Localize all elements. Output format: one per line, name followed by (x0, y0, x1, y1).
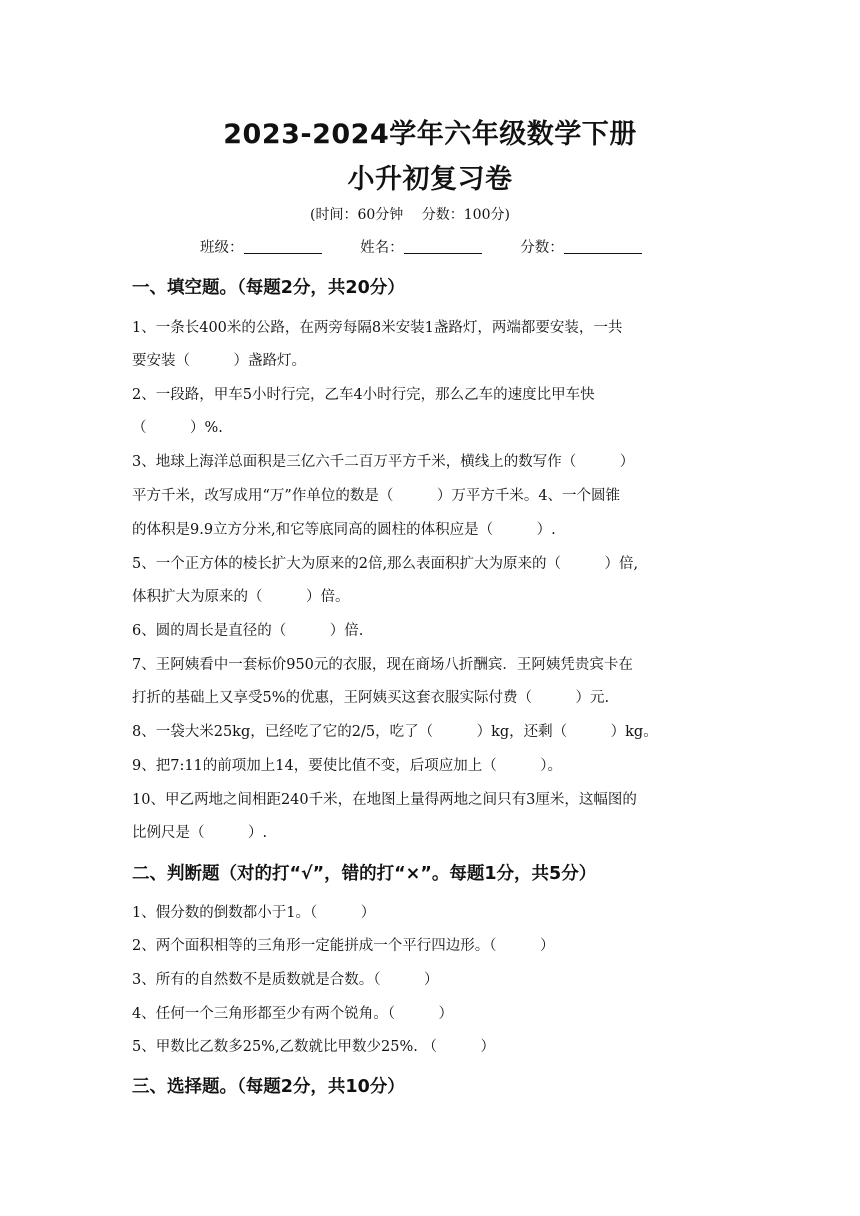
section-heading-fill-in: 一、填空题。（每题2分，共20分） (132, 278, 405, 298)
question-line: 比例尺是（ ）. (132, 825, 268, 841)
name-label: 姓名： (360, 240, 404, 256)
question-line: 5、甲数比乙数多25%,乙数就比甲数少25%. （ ） (132, 1039, 496, 1055)
score-blank[interactable] (564, 238, 642, 254)
exam-meta: (时间：60分钟 分数：100分) (310, 207, 510, 223)
section-heading-multiple-choice: 三、选择题。（每题2分，共10分） (132, 1077, 405, 1097)
question-line: 4、任何一个三角形都至少有两个锐角。（ ） (132, 1006, 453, 1022)
question-line: 1、假分数的倒数都小于1。（ ） (132, 905, 376, 921)
question-line: 要安装（ ）盏路灯。 (132, 353, 306, 369)
question-line: 2、两个面积相等的三角形一定能拼成一个平行四边形。（ ） (132, 938, 555, 954)
question-line: 9、把7:11的前项加上14，要使比值不变，后项应加上（ ）。 (132, 758, 562, 774)
question-line: 8、一袋大米25kg，已经吃了它的2/5，吃了（ ）kg，还剩（ ）kg。 (132, 724, 658, 740)
page-subtitle: 小升初复习卷 (347, 164, 513, 195)
question-line: 6、圆的周长是直径的（ ）倍. (132, 623, 364, 639)
question-line: 5、一个正方体的棱长扩大为原来的2倍,那么表面积扩大为原来的（ ）倍, (132, 556, 639, 572)
question-line: 的体积是9.9立方分米,和它等底同高的圆柱的体积应是（ ）. (132, 522, 556, 538)
question-line: 3、地球上海洋总面积是三亿六千二百万平方千米，横线上的数写作（ ） (132, 454, 635, 470)
question-line: 1、一条长400米的公路，在两旁每隔8米安装1盏路灯，两端都要安装，一共 (132, 320, 623, 336)
question-line: 3、所有的自然数不是质数就是合数。（ ） (132, 972, 439, 988)
class-label: 班级： (200, 240, 244, 256)
question-line: 10、甲乙两地之间相距240千米，在地图上量得两地之间只有3厘米，这幅图的 (132, 792, 637, 808)
score-label: 分数： (520, 240, 564, 256)
page-title: 2023-2024学年六年级数学下册 (223, 119, 637, 150)
question-line: 体积扩大为原来的（ ）倍。 (132, 589, 350, 605)
student-info-fields (200, 236, 642, 257)
class-blank[interactable] (244, 238, 322, 254)
question-line: 7、王阿姨看中一套标价950元的衣服，现在商场八折酬宾．王阿姨凭贵宾卡在 (132, 657, 633, 673)
question-line: 平方千米，改写成用“万”作单位的数是（ ）万平方千米。4、一个圆锥 (132, 488, 621, 504)
question-line: 打折的基础上又享受5%的优惠，王阿姨买这套衣服实际付费（ ）元. (132, 690, 610, 706)
name-blank[interactable] (404, 238, 482, 254)
question-line: 2、一段路，甲车5小时行完，乙车4小时行完，那么乙车的速度比甲车快 (132, 387, 595, 403)
section-heading-true-false: 二、判断题（对的打“√”，错的打“×”。每题1分，共5分） (132, 864, 597, 884)
question-line: （ ）%. (132, 420, 223, 436)
